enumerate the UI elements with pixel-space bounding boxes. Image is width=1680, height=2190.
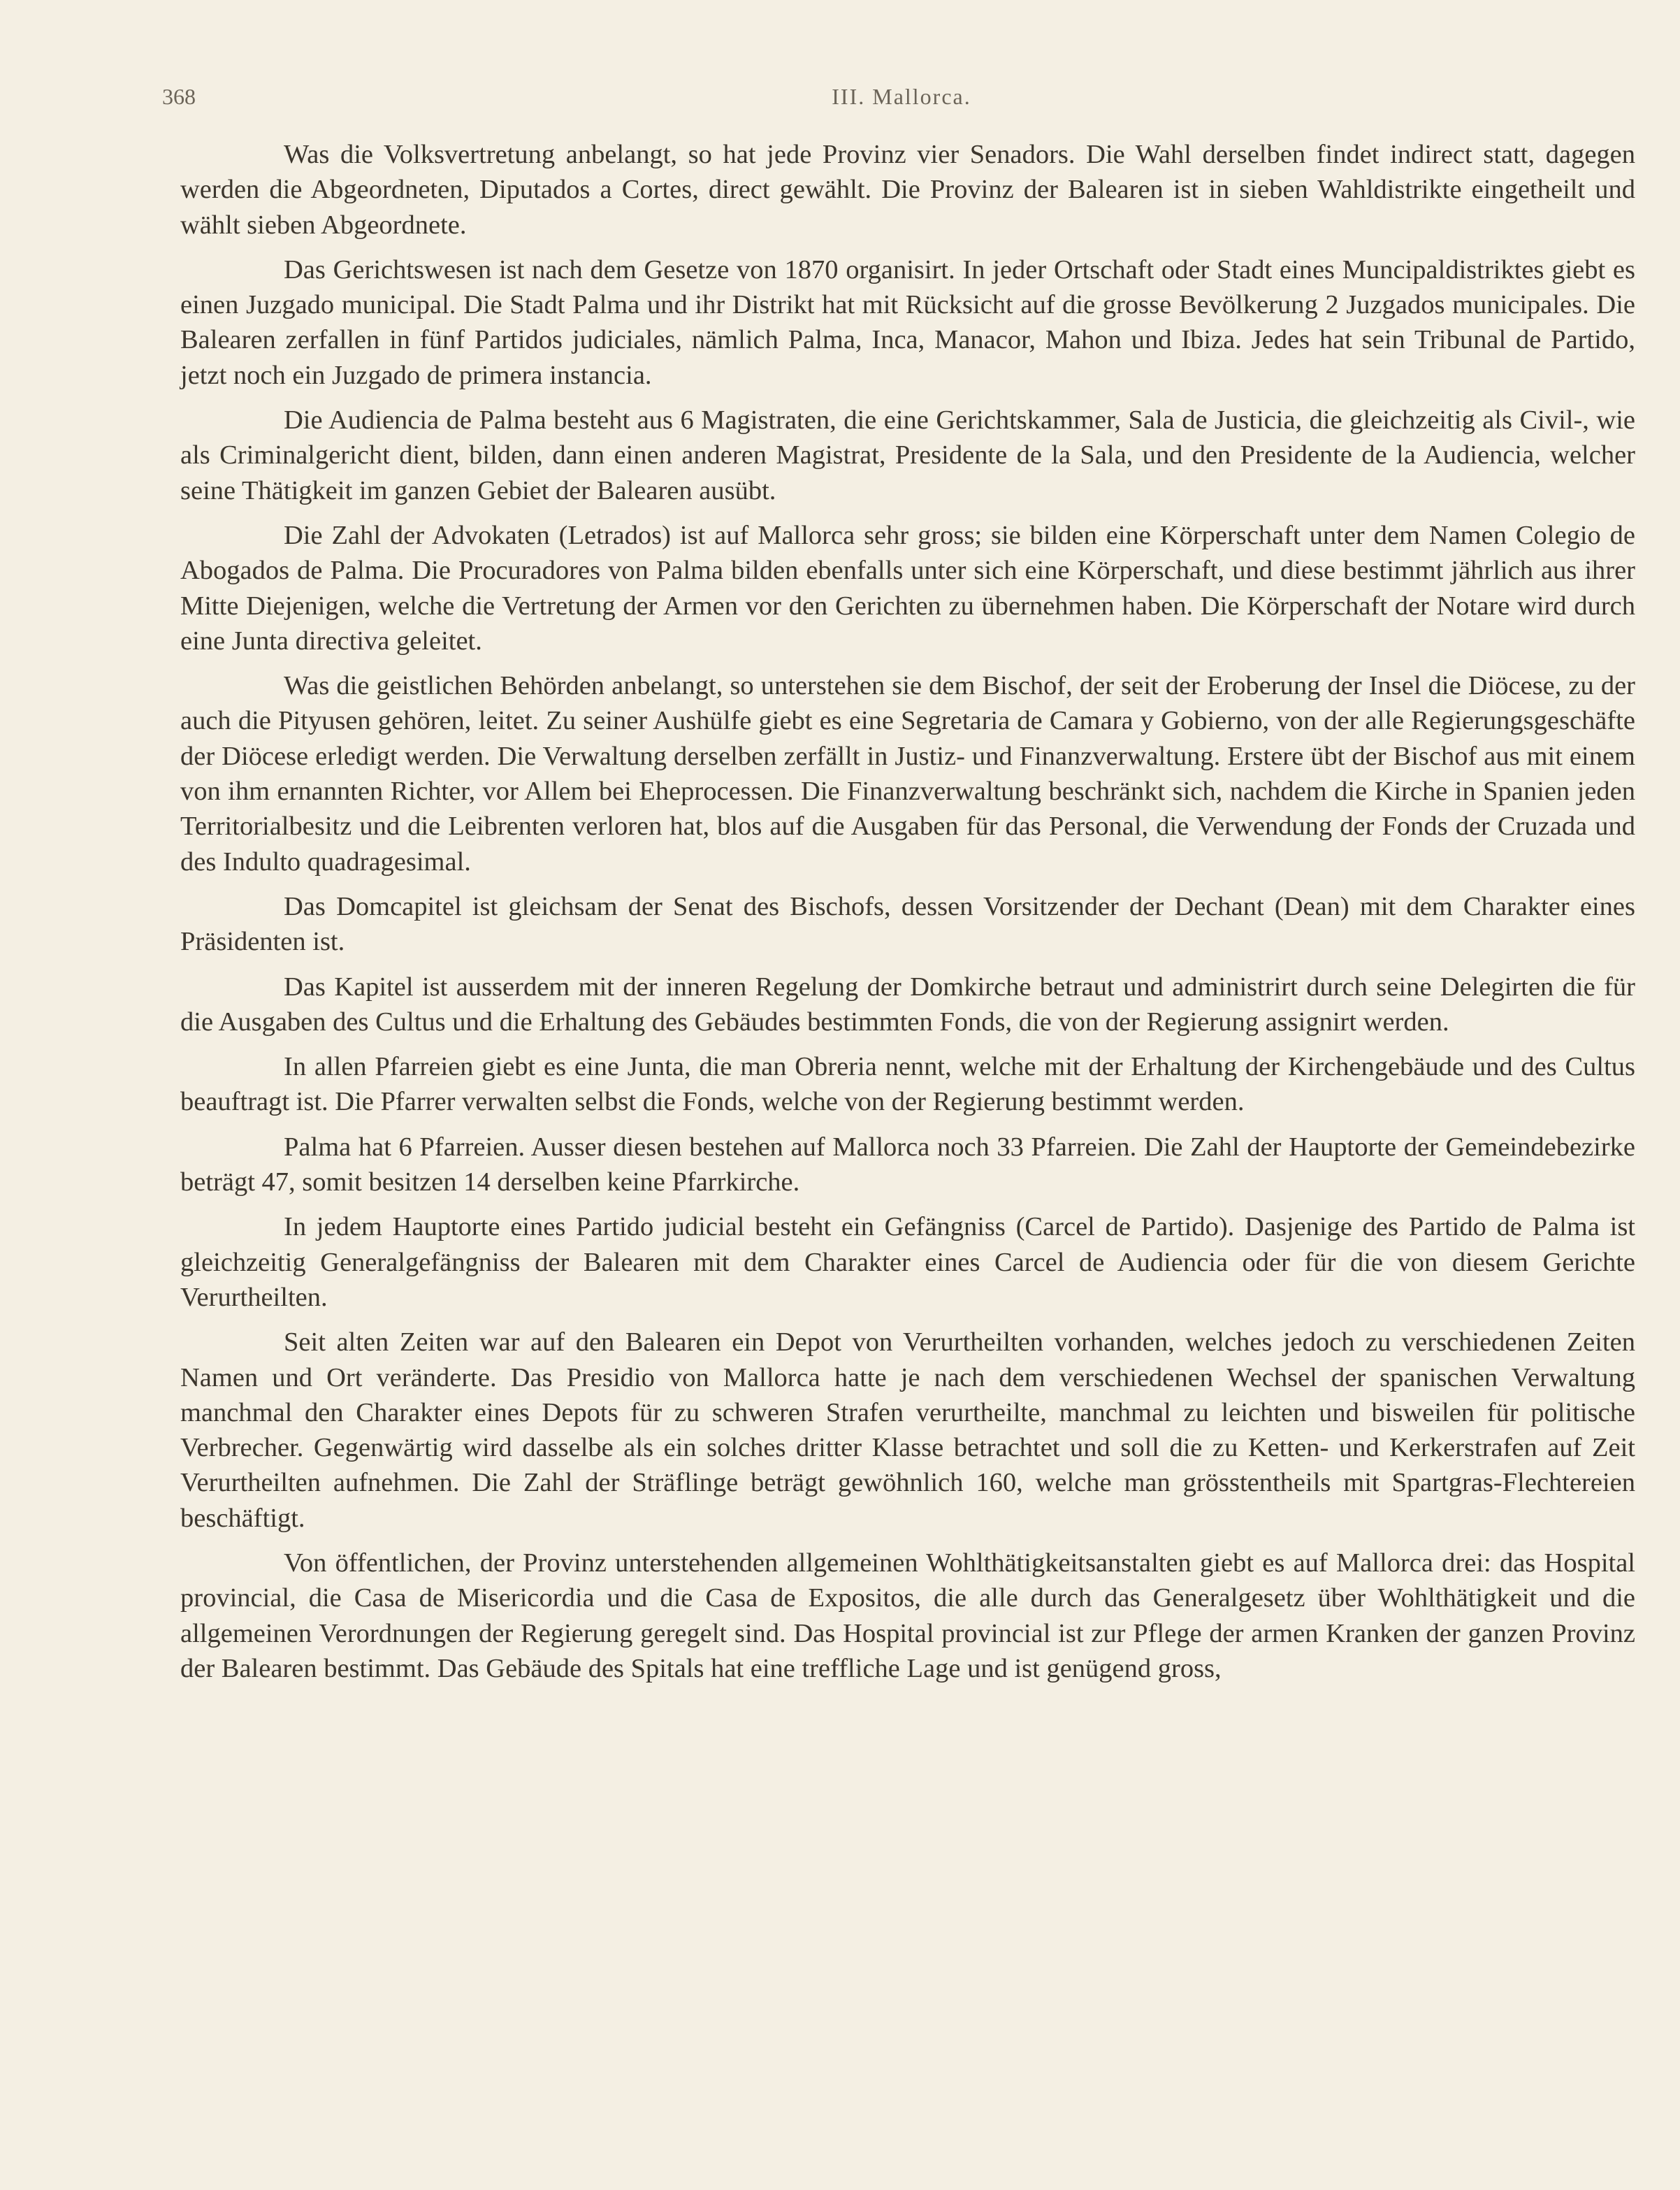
body-text xyxy=(180,137,1635,1696)
paragraph-gefaengniss: In jedem Hauptorte eines Partido judicial besteht ein Gefängniss (Carcel de Partido). Dasjenige des Partido de Palma ist gleichzeitig Generalgefängniss der Balearen mit dem Charakter eines Carcel de Audiencia oder für die von diesem Gerichte Verurtheilten. xyxy=(180,1212,1635,1312)
paragraph-presidio: Seit alten Zeiten war auf den Balearen ein Depot von Verurtheilten vorhanden, welches jedoch zu verschiedenen Zeiten Namen und Ort veränderte. Das Presidio von Mallorca hatte je nach dem verschiedenen Wechsel der spanischen Verwaltung manchmal den Charakter eines Depots für zu schweren Strafen verurtheilte, manchmal zu leichten und bisweilen für politische Verbrecher. Gegenwärtig wird dasselbe als ein solches dritter Klasse betrachtet und soll die zu Ketten- und Kerkerstrafen auf Zeit Verurtheilten aufnehmen. Die Zahl der Sträflinge beträgt gewöhnlich 160, welche man grösstentheils mit Spartgras-Flechtereien beschäftigt. xyxy=(180,1327,1635,1533)
paragraph-pfarreien-zahl: Palma hat 6 Pfarreien. Ausser diesen bestehen auf Mallorca noch 33 Pfarreien. Die Zahl der Hauptorte der Gemeindebezirke beträgt 47, somit besitzen 14 derselben keine Pfarrkirche. xyxy=(180,1132,1635,1197)
chapter-title: III. Mallorca. xyxy=(832,84,971,109)
paragraph-wohlthaetigkeit: Von öffentlichen, der Provinz unterstehenden allgemeinen Wohlthätigkeitsanstalten giebt es auf Mallorca drei: das Hospital provincial, die Casa de Misericordia und die Casa de Expositos, die alle durch das Generalgesetz über Wohlthätigkeit und die allgemeinen Verordnungen der Regierung geregelt sind. Das Hospital provincial ist zur Pflege der armen Kranken der ganzen Provinz der Balearen bestimmt. Das Gebäude des Spitals hat eine treffliche Lage und ist genügend gross, xyxy=(180,1548,1635,1683)
paragraph-geistliche-behoerden: Was die geistlichen Behörden anbelangt, so unterstehen sie dem Bischof, der seit der Eroberung der Insel die Diöcese, zu der auch die Pityusen gehören, leitet. Zu seiner Aushülfe giebt es eine Segretaria de Camara y Gobierno, von der alle Regierungsgeschäfte der Diöcese erledigt werden. Die Verwaltung derselben zerfällt in Justiz- und Finanzverwaltung. Erstere übt der Bischof aus mit einem von ihm ernannten Richter, vor Allem bei Eheprocessen. Die Finanzverwaltung beschränkt sich, nachdem die Kirche in Spanien jeden Territorialbesitz und die Leibrenten verloren hat, blos auf die Ausgaben für das Personal, die Verwendung der Fonds der Cruzada und des Indulto quadragesimal. xyxy=(180,671,1635,877)
paragraph-domcapitel: Das Domcapitel ist gleichsam der Senat des Bischofs, dessen Vorsitzender der Dechant (Dean) mit dem Charakter eines Präsidenten ist. xyxy=(180,891,1635,957)
paragraph-audiencia: Die Audiencia de Palma besteht aus 6 Magistraten, die eine Gerichtskammer, Sala de Justicia, die gleichzeitig als Civil-, wie als Criminalgericht dient, bilden, dann einen anderen Magistrat, Presidente de la Sala, und den Presidente de la Audiencia, welcher seine Thätigkeit im ganzen Gebiet der Balearen ausübt. xyxy=(180,405,1635,505)
running-header xyxy=(162,84,1641,119)
paragraph-kapitel: Das Kapitel ist ausserdem mit der inneren Regelung der Domkirche betraut und administrirt durch seine Delegirten die für die Ausgaben des Cultus und die Erhaltung des Gebäudes bestimmten Fonds, die von der Regierung assignirt werden. xyxy=(180,972,1635,1037)
paragraph-advokaten: Die Zahl der Advokaten (Letrados) ist auf Mallorca sehr gross; sie bilden eine Körperschaft unter dem Namen Colegio de Abogados de Palma. Die Procuradores von Palma bilden ebenfalls unter sich eine Körperschaft, und diese bestimmt jährlich aus ihrer Mitte Diejenigen, welche die Vertretung der Armen vor den Gerichten zu übernehmen haben. Die Körperschaft der Notare wird durch eine Junta directiva geleitet. xyxy=(180,520,1635,656)
paragraph-volksvertretung: Was die Volksvertretung anbelangt, so hat jede Provinz vier Senadors. Die Wahl derselben findet indirect statt, dagegen werden die Abgeordneten, Diputados a Cortes, direct gewählt. Die Provinz der Balearen ist in sieben Wahldistrikte eingetheilt und wählt sieben Abgeordnete. xyxy=(180,140,1635,240)
page-number: 368 xyxy=(162,84,196,109)
paragraph-pfarreien-junta: In allen Pfarreien giebt es eine Junta, die man Obreria nennt, welche mit der Erhaltung der Kirchengebäude und des Cultus beauftragt ist. Die Pfarrer verwalten selbst die Fonds, welche von der Regierung bestimmt werden. xyxy=(180,1052,1635,1117)
paragraph-gerichtswesen: Das Gerichtswesen ist nach dem Gesetze von 1870 organisirt. In jeder Ortschaft oder Stadt eines Muncipaldistriktes giebt es einen Juzgado municipal. Die Stadt Palma und ihr Distrikt hat mit Rücksicht auf die grosse Bevölkerung 2 Juzgados municipales. Die Balearen zerfallen in fünf Partidos judiciales, nämlich Palma, Inca, Manacor, Mahon und Ibiza. Jedes hat sein Tribunal de Partido, jetzt noch ein Juzgado de primera instancia. xyxy=(180,254,1635,390)
